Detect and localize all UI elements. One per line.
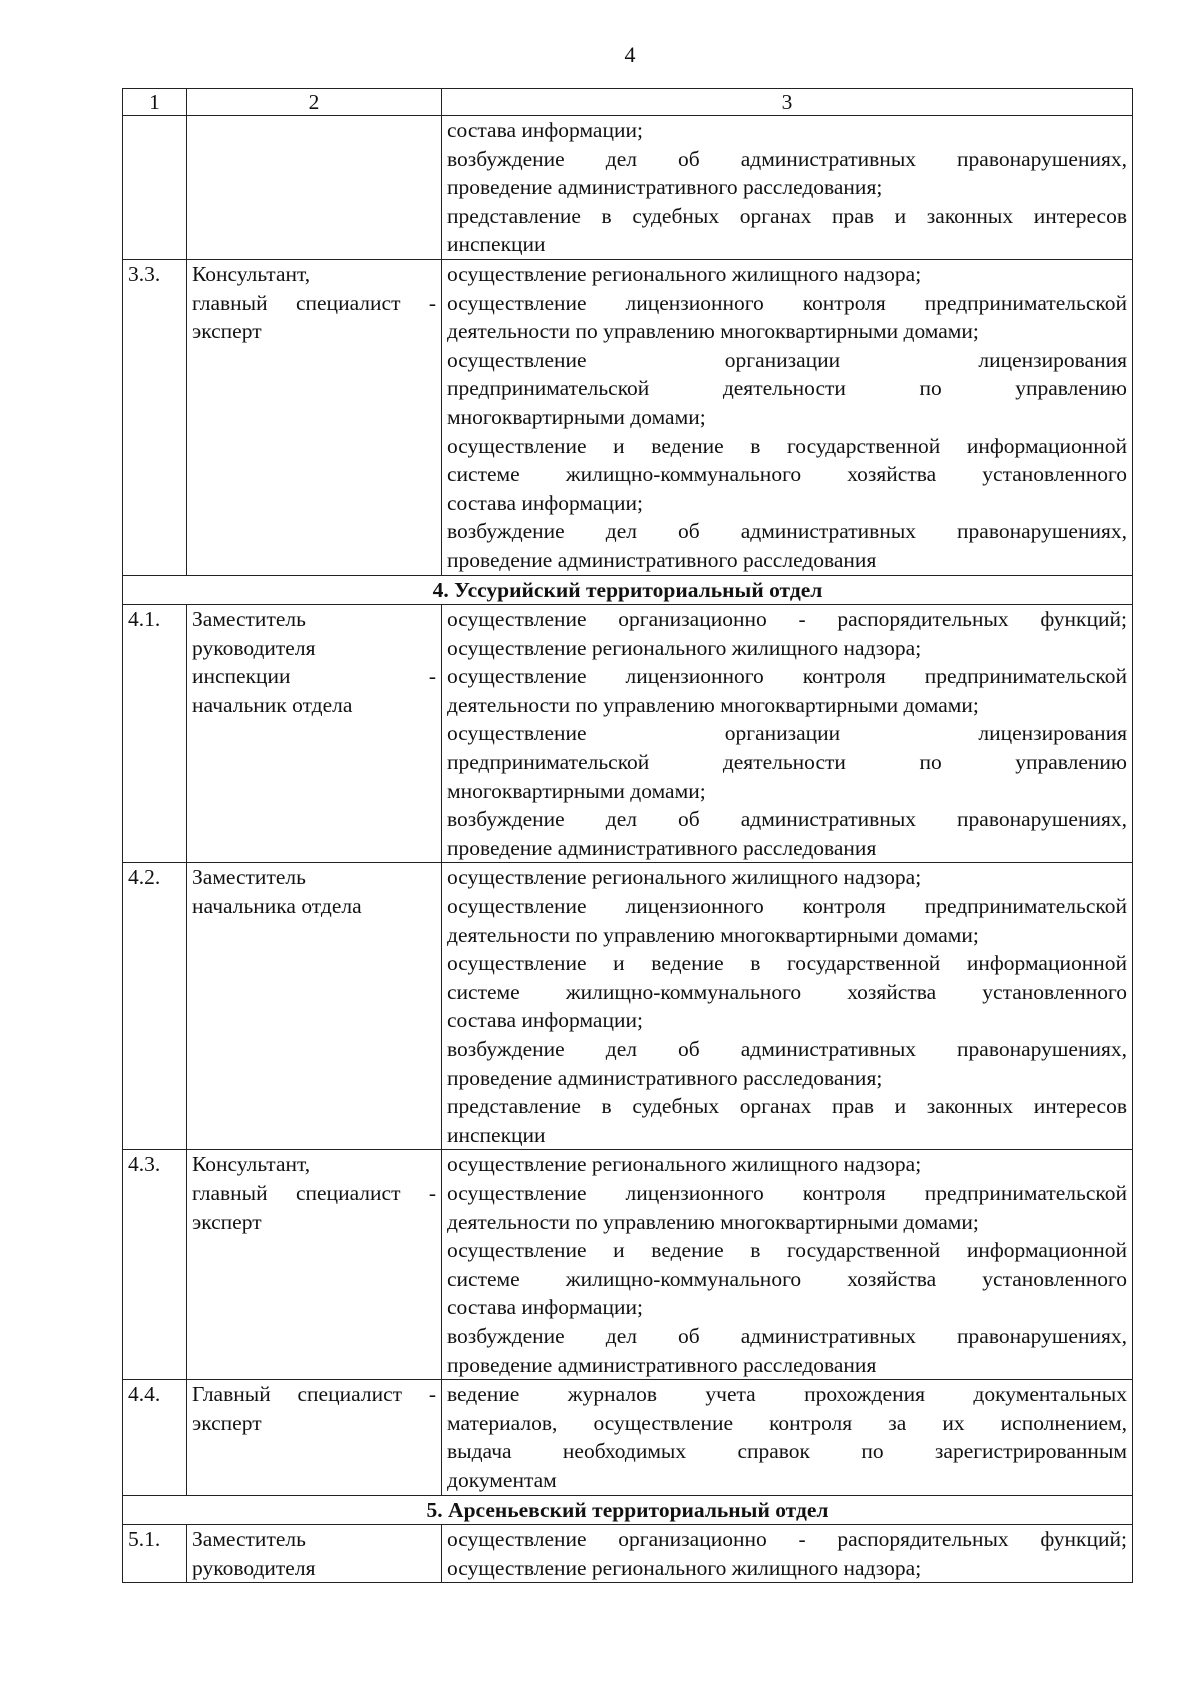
functions-cell — [442, 863, 1133, 1150]
function-line: осуществление лицензионного контроля предпринимательской — [447, 894, 1127, 919]
position-line: руководителя — [192, 635, 316, 660]
functions-cell — [442, 116, 1133, 260]
function-line: возбуждение дел об административных правонарушениях, — [447, 807, 1127, 832]
function-line: материалов, осуществление контроля за их исполнением, — [447, 1410, 1127, 1435]
function-line: состава информации; — [447, 118, 643, 142]
position-cell — [187, 259, 442, 575]
header-cell-1: 1 — [123, 89, 187, 116]
function-line: осуществление организационно - распорядительных функций; — [447, 607, 1127, 632]
function-line: ведение журналов учета прохождения документальных — [447, 1382, 1127, 1407]
function-line: проведение административного расследования; — [447, 175, 883, 200]
function-line: осуществление организации лицензирования — [447, 347, 1127, 372]
table-row — [123, 259, 1133, 575]
position-line: Консультант, — [192, 1152, 311, 1177]
table-row — [123, 1150, 1133, 1380]
table-row — [123, 605, 1133, 863]
function-line: предпринимательской деятельности по управлению — [447, 376, 1127, 401]
function-line: состава информации; — [447, 1008, 643, 1033]
position-line: инспекции - — [192, 664, 436, 689]
table-row — [123, 116, 1133, 260]
function-line: проведение административного расследования — [447, 835, 877, 860]
position-line: начальника отдела — [192, 894, 362, 919]
function-line: инспекции — [447, 1122, 546, 1147]
position-line: эксперт — [192, 1209, 262, 1234]
function-line: проведение административного расследования — [447, 547, 877, 572]
function-line: выдача необходимых справок по зарегистрированным — [447, 1439, 1127, 1464]
section-title: 5. Арсеньевский территориальный отдел — [123, 1495, 1133, 1525]
position-line: Заместитель — [192, 607, 306, 632]
position-line: эксперт — [192, 1410, 262, 1435]
function-line: деятельности по управлению многоквартирными домами; — [447, 1209, 979, 1234]
function-line: предпринимательской деятельности по управлению — [447, 750, 1127, 775]
function-line: осуществление лицензионного контроля предпринимательской — [447, 664, 1127, 689]
function-line: осуществление и ведение в государственной информационной — [447, 951, 1127, 976]
table-body — [123, 89, 1133, 1583]
function-line: осуществление организационно - распорядительных функций; — [447, 1527, 1127, 1552]
row-number: 5.1. — [123, 1525, 187, 1583]
functions-cell — [442, 1150, 1133, 1380]
function-line: осуществление регионального жилищного надзора; — [447, 1555, 922, 1580]
function-line: проведение административного расследования; — [447, 1065, 883, 1090]
position-cell — [187, 1525, 442, 1583]
functions-cell — [442, 1525, 1133, 1583]
table-row — [123, 1525, 1133, 1583]
row-number: 3.3. — [123, 259, 187, 575]
position-cell — [187, 116, 442, 260]
function-line: возбуждение дел об административных правонарушениях, — [447, 146, 1127, 171]
function-line: деятельности по управлению многоквартирными домами; — [447, 319, 979, 344]
position-line: начальник отдела — [192, 692, 353, 717]
table-row — [123, 863, 1133, 1150]
function-line: осуществление и ведение в государственной информационной — [447, 1238, 1127, 1263]
section-heading-row — [123, 575, 1133, 605]
position-cell — [187, 605, 442, 863]
functions-cell — [442, 1380, 1133, 1495]
row-number: 4.3. — [123, 1150, 187, 1380]
position-cell — [187, 1380, 442, 1495]
function-line: многоквартирными домами; — [447, 404, 706, 429]
function-line: осуществление регионального жилищного надзора; — [447, 865, 922, 890]
function-line: состава информации; — [447, 490, 643, 515]
function-line: системе жилищно-коммунального хозяйства установленного — [447, 462, 1127, 487]
position-line: эксперт — [192, 319, 262, 344]
function-line: осуществление организации лицензирования — [447, 721, 1127, 746]
position-line: Заместитель — [192, 1527, 306, 1552]
function-line: осуществление и ведение в государственной информационной — [447, 433, 1127, 458]
position-line: Главный специалист - — [192, 1382, 436, 1407]
row-number: 4.1. — [123, 605, 187, 863]
function-line: инспекции — [447, 232, 546, 257]
position-line: главный специалист - — [192, 1180, 436, 1205]
position-cell — [187, 863, 442, 1150]
row-number: 4.2. — [123, 863, 187, 1150]
function-line: системе жилищно-коммунального хозяйства установленного — [447, 979, 1127, 1004]
function-line: осуществление лицензионного контроля предпринимательской — [447, 1180, 1127, 1205]
header-cell-3: 3 — [442, 89, 1133, 116]
header-cell-2: 2 — [187, 89, 442, 116]
function-line: представление в судебных органах прав и законных интересов — [447, 203, 1127, 228]
position-cell — [187, 1150, 442, 1380]
function-line: осуществление регионального жилищного надзора; — [447, 1152, 922, 1177]
section-title: 4. Уссурийский территориальный отдел — [123, 575, 1133, 605]
function-line: документам — [447, 1467, 557, 1492]
position-line: главный специалист - — [192, 290, 436, 315]
row-number: 4.4. — [123, 1380, 187, 1495]
section-heading-row — [123, 1495, 1133, 1525]
function-line: состава информации; — [447, 1295, 643, 1320]
function-line: системе жилищно-коммунального хозяйства установленного — [447, 1266, 1127, 1291]
function-line: проведение административного расследования — [447, 1352, 877, 1377]
page-number: 4 — [624, 42, 636, 67]
function-line: осуществление регионального жилищного надзора; — [447, 261, 922, 286]
function-line: представление в судебных органах прав и законных интересов — [447, 1094, 1127, 1119]
function-line: возбуждение дел об административных правонарушениях, — [447, 1323, 1127, 1348]
functions-table — [122, 88, 1133, 1583]
function-line: осуществление регионального жилищного надзора; — [447, 635, 922, 660]
row-number — [123, 116, 187, 260]
function-line: осуществление лицензионного контроля предпринимательской — [447, 290, 1127, 315]
function-line: деятельности по управлению многоквартирными домами; — [447, 922, 979, 947]
position-line: руководителя — [192, 1555, 316, 1580]
header-row — [123, 89, 1133, 116]
function-line: возбуждение дел об административных правонарушениях, — [447, 1037, 1127, 1061]
function-line: возбуждение дел об административных правонарушениях, — [447, 519, 1127, 544]
functions-cell — [442, 259, 1133, 575]
position-line: Заместитель — [192, 865, 306, 890]
functions-cell — [442, 605, 1133, 863]
position-line: Консультант, — [192, 261, 311, 286]
function-line: деятельности по управлению многоквартирными домами; — [447, 692, 979, 717]
table-row — [123, 1380, 1133, 1495]
function-line: многоквартирными домами; — [447, 778, 706, 803]
